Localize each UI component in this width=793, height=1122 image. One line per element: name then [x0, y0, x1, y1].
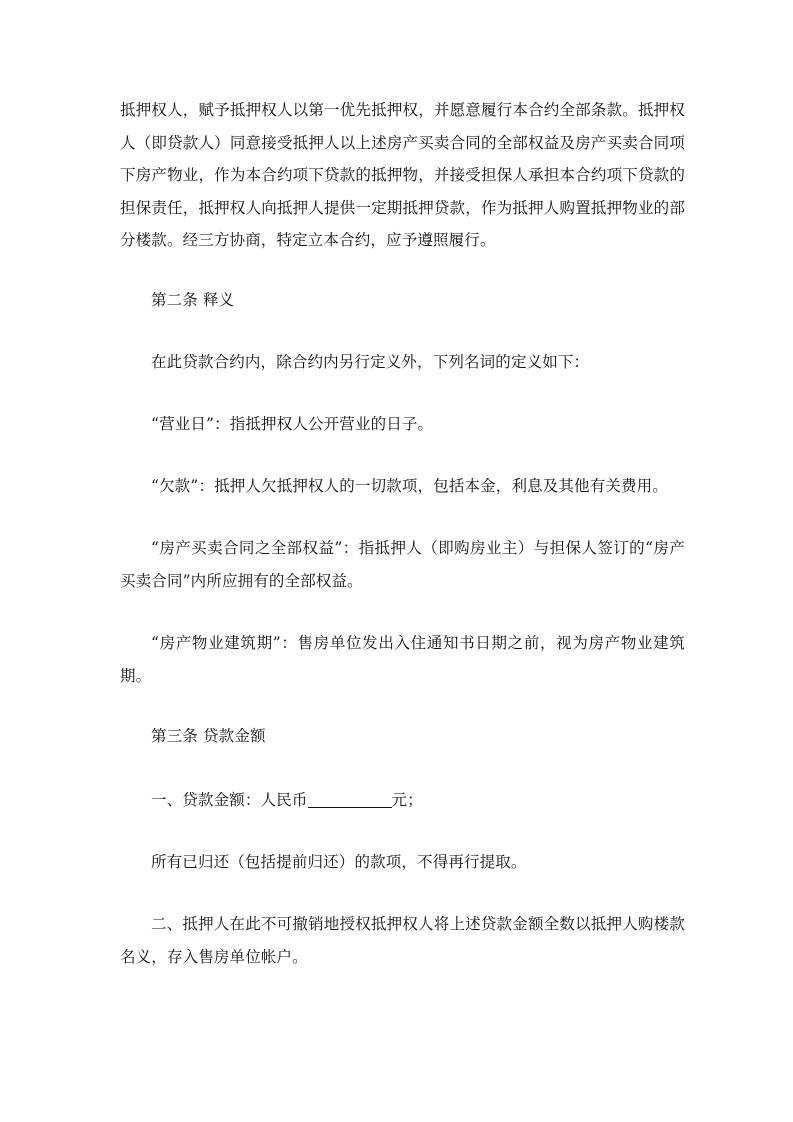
- heading-article-2: 第二条 释义: [151, 291, 235, 309]
- paragraph-loan-amount: [120, 784, 685, 817]
- definition-contract-rights: “房产买卖合同之全部权益”：指抵押人（即购房业主）与担保人签订的“房产买卖合同”内所应拥有的全部权益。: [120, 539, 685, 590]
- paragraph-preamble: 抵押权人，赋予抵押权人以第一优先抵押权，并愿意履行本合约全部条款。抵押权人（即贷款人）同意接受抵押人以上述房产买卖合同的全部权益及房产买卖合同项下房产物业，作为本合约项下贷款的抵押物，并接受担保人承担本合约项下贷款的担保责任，抵押权人向抵押人提供一定期抵押贷款，作为抵押人购置抵押物业的部分楼款。经三方协商，特定立本合约，应予遵照履行。: [120, 101, 685, 249]
- paragraph-authorization: 二、抵押人在此不可撤销地授权抵押权人将上述贷款金额全数以抵押人购楼款名义，存入售房单位帐户。: [120, 915, 685, 966]
- paragraph-no-redraw: 所有已归还（包括提前归还）的款项，不得再行提取。: [151, 853, 527, 871]
- loan-amount-unit: 元；: [391, 791, 423, 809]
- definition-arrears: “欠款”：抵押人欠抵押权人的一切款项，包括本金，利息及其他有关费用。: [151, 477, 668, 495]
- loan-amount-blank: [308, 789, 392, 808]
- definition-business-day: “营业日”：指抵押权人公开营业的日子。: [151, 415, 434, 433]
- definition-construction-period: “房产物业建筑期”：售房单位发出入住通知书日期之前，视为房产物业建筑期。: [120, 634, 685, 685]
- paragraph-definitions-intro: 在此贷款合约内，除合约内另行定义外，下列名词的定义如下：: [151, 353, 590, 371]
- loan-amount-label: 一、贷款金额：人民币: [151, 791, 308, 809]
- heading-article-3: 第三条 贷款金额: [151, 727, 266, 745]
